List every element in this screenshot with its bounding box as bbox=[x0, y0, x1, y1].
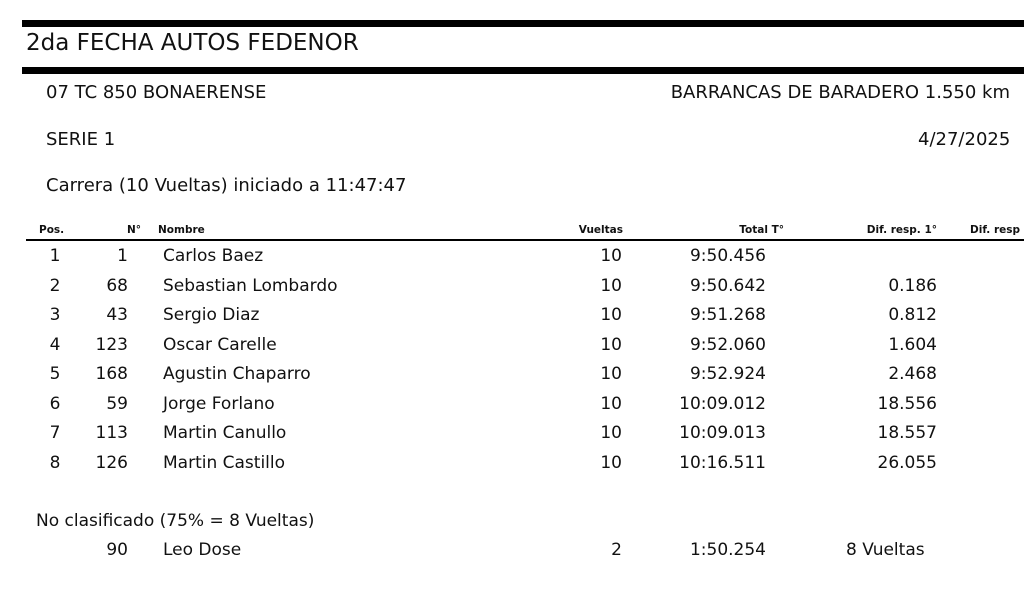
cell-num: 68 bbox=[106, 275, 128, 296]
cell-dif-first: 2.468 bbox=[888, 364, 937, 384]
cell-name: Carlos Baez bbox=[163, 246, 264, 266]
cell-name: Jorge Forlano bbox=[163, 393, 275, 414]
cell-pos: 7 bbox=[49, 423, 61, 443]
header-rule bbox=[26, 239, 1024, 241]
table-row bbox=[0, 242, 1024, 271]
cell-num: 126 bbox=[95, 452, 128, 473]
cell-total: 9:50.642 bbox=[689, 275, 766, 296]
cell-pos: 1 bbox=[49, 246, 61, 266]
cell-pos: 3 bbox=[49, 305, 61, 325]
not-classified-label: No clasificado (75% = 8 Vueltas) bbox=[36, 511, 315, 531]
table-row bbox=[0, 272, 1024, 301]
table-row bbox=[0, 331, 1024, 360]
cell-name: Sebastian Lombardo bbox=[163, 275, 338, 296]
cell-dif-first: 8 Vueltas bbox=[846, 540, 925, 560]
cell-name: Oscar Carelle bbox=[163, 334, 277, 355]
cell-num: 59 bbox=[106, 393, 128, 414]
cell-name: Martin Canullo bbox=[163, 423, 287, 443]
cell-dif-first: 18.556 bbox=[877, 393, 937, 414]
table-row bbox=[0, 301, 1024, 330]
cell-total: 10:09.013 bbox=[679, 423, 766, 443]
cell-name: Sergio Diaz bbox=[163, 305, 260, 325]
col-header-num: N° bbox=[126, 224, 141, 236]
table-row bbox=[0, 360, 1024, 389]
cell-laps: 10 bbox=[600, 305, 622, 325]
col-header-pos: Pos. bbox=[39, 224, 65, 236]
cell-name: Leo Dose bbox=[163, 540, 242, 560]
cell-laps: 10 bbox=[600, 364, 622, 384]
cell-dif-first: 0.186 bbox=[888, 275, 937, 296]
not-classified-row bbox=[0, 536, 1024, 565]
cell-pos: 2 bbox=[49, 275, 61, 296]
cell-num: 43 bbox=[106, 305, 128, 325]
cell-total: 9:51.268 bbox=[689, 305, 766, 325]
col-header-laps: Vueltas bbox=[578, 224, 623, 236]
table-row bbox=[0, 390, 1024, 419]
category-label: 07 TC 850 BONAERENSE bbox=[46, 82, 267, 103]
cell-pos: 5 bbox=[49, 364, 61, 384]
cell-total: 10:16.511 bbox=[679, 452, 766, 473]
cell-num: 123 bbox=[95, 334, 128, 355]
col-header-dif-prev: Dif. resp bbox=[970, 224, 1021, 236]
table-row bbox=[0, 419, 1024, 448]
series-label: SERIE 1 bbox=[46, 129, 116, 150]
cell-laps: 10 bbox=[600, 423, 622, 443]
cell-num: 113 bbox=[95, 423, 128, 443]
cell-num: 1 bbox=[117, 246, 128, 266]
cell-laps: 10 bbox=[600, 334, 622, 355]
race-info: Carrera (10 Vueltas) iniciado a 11:47:47 bbox=[46, 175, 407, 196]
col-header-name: Nombre bbox=[158, 224, 205, 236]
cell-pos: 4 bbox=[49, 334, 61, 355]
cell-name: Agustin Chaparro bbox=[163, 364, 311, 384]
page-title: 2da FECHA AUTOS FEDENOR bbox=[26, 30, 359, 56]
table-row bbox=[0, 449, 1024, 478]
cell-total: 9:52.060 bbox=[689, 334, 766, 355]
cell-name: Martin Castillo bbox=[163, 452, 286, 473]
cell-total: 9:52.924 bbox=[689, 364, 766, 384]
title-rule bbox=[22, 67, 1024, 74]
cell-dif-first: 0.812 bbox=[888, 305, 937, 325]
top-rule bbox=[22, 20, 1024, 27]
col-header-dif-first: Dif. resp. 1° bbox=[866, 224, 937, 236]
cell-dif-first: 1.604 bbox=[888, 334, 937, 355]
cell-pos: 6 bbox=[49, 393, 61, 414]
cell-total: 1:50.254 bbox=[689, 540, 766, 560]
cell-dif-first: 18.557 bbox=[877, 423, 937, 443]
col-header-total: Total T° bbox=[739, 224, 784, 236]
cell-laps: 10 bbox=[600, 246, 622, 266]
cell-total: 10:09.012 bbox=[679, 393, 766, 414]
cell-laps: 10 bbox=[600, 393, 622, 414]
cell-num: 168 bbox=[95, 364, 128, 384]
cell-total: 9:50.456 bbox=[689, 246, 766, 266]
date-label: 4/27/2025 bbox=[918, 129, 1011, 150]
cell-num: 90 bbox=[106, 540, 128, 560]
cell-pos: 8 bbox=[49, 452, 61, 473]
cell-laps: 10 bbox=[600, 275, 622, 296]
cell-laps: 10 bbox=[600, 452, 622, 473]
circuit-label: BARRANCAS DE BARADERO 1.550 km bbox=[670, 82, 1010, 103]
cell-laps: 2 bbox=[611, 540, 622, 560]
cell-dif-first: 26.055 bbox=[877, 452, 937, 473]
